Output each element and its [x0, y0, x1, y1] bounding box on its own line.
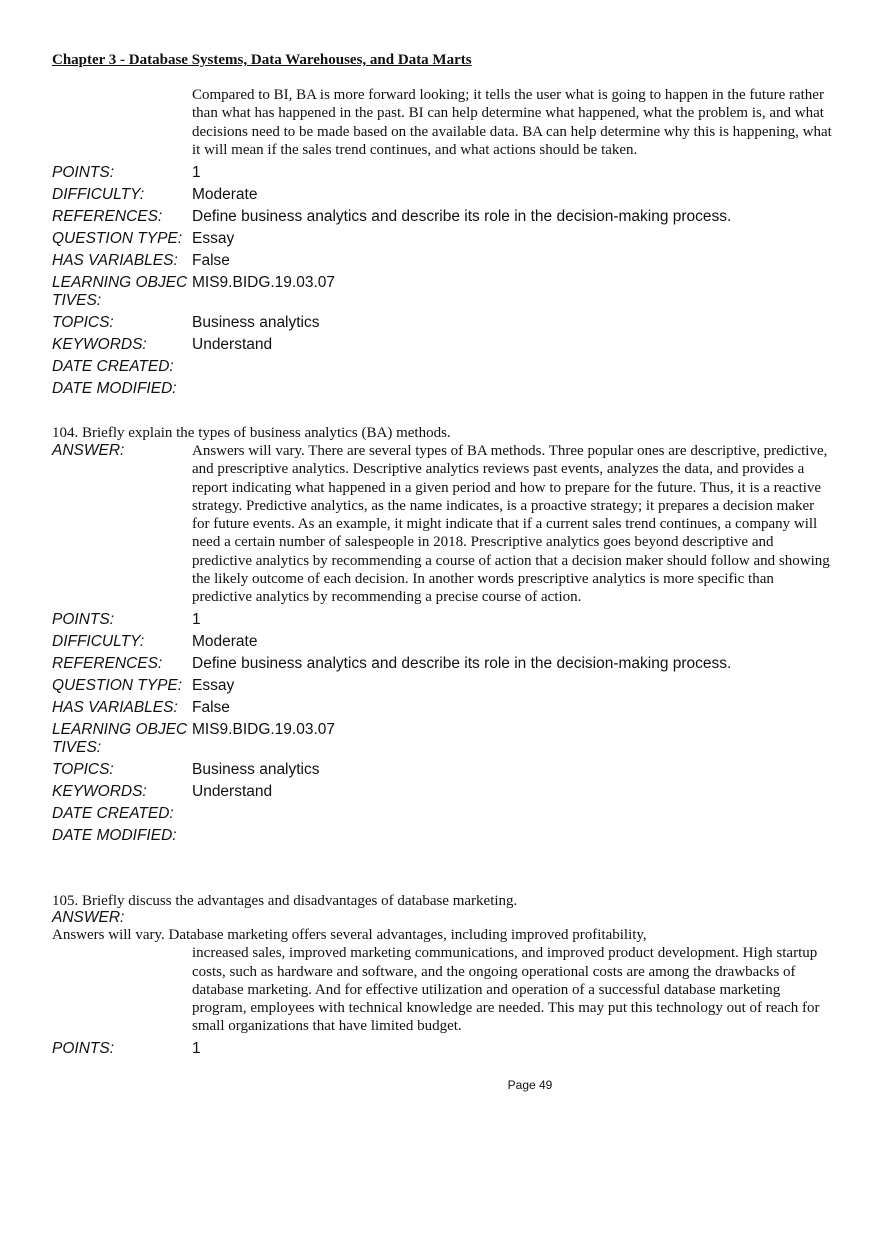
question-text: 105. Briefly discuss the advantages and disadvantages of database marketing. — [52, 893, 518, 909]
meta-label-difficulty: DIFFICULTY: — [52, 186, 145, 204]
label-part-2: TIVES: — [52, 292, 102, 310]
meta-label-learning-objectives — [52, 721, 192, 761]
answer-row — [52, 442, 832, 607]
meta-learning-objectives — [52, 721, 832, 761]
meta-value-keywords: Understand — [192, 336, 273, 354]
meta-question-type — [52, 677, 832, 699]
meta-label-points: POINTS: — [52, 164, 115, 182]
meta-has-variables — [52, 699, 832, 721]
meta-label-topics: TOPICS: — [52, 760, 114, 778]
meta-label-has-variables: HAS VARIABLES: — [52, 252, 178, 270]
answer-continuation: Compared to BI, BA is more forward looking; it tells the user what is going to happen in the future rather than what has happened in the past. BI can help determine what happened, what the problem is, and what decisions need to be made based on the available data. BA can help determine why this is happening, what it will mean if the sales trend continues, and what actions should be taken. — [192, 87, 832, 158]
meta-points — [52, 164, 832, 186]
meta-points — [52, 1040, 832, 1062]
meta-keywords — [52, 783, 832, 805]
meta-references — [52, 655, 832, 677]
answer-label: ANSWER: — [52, 909, 125, 926]
answer-label: ANSWER: — [52, 442, 125, 459]
meta-date-modified — [52, 827, 832, 849]
meta-value-points: 1 — [192, 1039, 201, 1057]
answer-text: increased sales, improved marketing communications, and improved product development. High startup costs, such as hardware and software, and the ongoing operational costs are among the drawbacks of database marketing. And for effective utilization and operation of a successful database marketing program, employees with technical knowledge are needed. This may put this technology out of reach for small organizations that have limited budget. — [192, 945, 820, 1035]
meta-value-keywords: Understand — [192, 782, 273, 800]
meta-topics — [52, 761, 832, 783]
label-part-1: LEARNING OBJEC — [52, 720, 188, 738]
meta-has-variables — [52, 252, 832, 274]
meta-points — [52, 611, 832, 633]
meta-value-difficulty: Moderate — [192, 632, 258, 650]
meta-value-references: Define business analytics and describe its role in the decision-making process. — [192, 208, 732, 226]
meta-value-has-variables: False — [192, 698, 230, 716]
meta-value-topics: Business analytics — [192, 314, 320, 332]
meta-references — [52, 208, 832, 230]
meta-value-points: 1 — [192, 164, 201, 182]
meta-learning-objectives — [52, 274, 832, 314]
meta-label-references: REFERENCES: — [52, 208, 163, 226]
meta-label-topics: TOPICS: — [52, 314, 114, 332]
meta-value-points: 1 — [192, 610, 201, 628]
meta-label-learning-objectives — [52, 274, 192, 314]
meta-label-points: POINTS: — [52, 610, 115, 628]
meta-keywords — [52, 336, 832, 358]
meta-label-question-type: QUESTION TYPE: — [52, 230, 183, 248]
meta-label-date-created: DATE CREATED: — [52, 358, 174, 376]
chapter-title: Chapter 3 - Database Systems, Data Warehouses, and Data Marts — [52, 52, 472, 68]
meta-label-question-type: QUESTION TYPE: — [52, 676, 183, 694]
meta-value-topics: Business analytics — [192, 760, 320, 778]
meta-label-date-modified: DATE MODIFIED: — [52, 380, 177, 398]
meta-label-points: POINTS: — [52, 1039, 115, 1057]
meta-topics — [52, 314, 832, 336]
label-part-2: TIVES: — [52, 738, 102, 756]
meta-label-references: REFERENCES: — [52, 654, 163, 672]
question-block-103 — [52, 86, 832, 402]
label-part-1: LEARNING OBJEC — [52, 274, 188, 292]
meta-value-has-variables: False — [192, 252, 230, 270]
meta-difficulty — [52, 186, 832, 208]
meta-label-date-modified: DATE MODIFIED: — [52, 826, 177, 844]
meta-label-has-variables: HAS VARIABLES: — [52, 698, 178, 716]
answer-first-line: Answers will vary. Database marketing offers several advantages, including improved profitability, — [52, 927, 647, 943]
question-block-105 — [52, 892, 832, 1062]
meta-value-learning-objectives: MIS9.BIDG.19.03.07 — [192, 274, 336, 292]
meta-value-learning-objectives: MIS9.BIDG.19.03.07 — [192, 720, 336, 738]
meta-date-modified — [52, 380, 832, 402]
meta-difficulty — [52, 633, 832, 655]
meta-value-question-type: Essay — [192, 230, 235, 248]
meta-value-question-type: Essay — [192, 676, 235, 694]
page-number: Page 49 — [507, 1078, 553, 1092]
meta-value-difficulty: Moderate — [192, 186, 258, 204]
meta-label-keywords: KEYWORDS: — [52, 782, 147, 800]
answer-text: Answers will vary. There are several types of BA methods. Three popular ones are descriptive, predictive, and prescriptive analytics. Descriptive analytics reviews past events, analyzes the data, and provides a report indicating what happened in a given period and how to prepare for the future. Thus, it is a reactive strategy. Predictive analytics, as the name indicates, is a proactive strategy; it prepares a decision maker for future events. As an example, it might indicate that if a current sales trend continues, a company will need a certain number of salespeople in 2018. Prescriptive analytics goes beyond descriptive and predictive analytics by recommending a course of action that a decision maker should follow and showing the likely outcome of each decision. In another words prescriptive analytics is more specific than predictive analytics by recommending a precise course of action. — [192, 443, 830, 606]
meta-label-date-created: DATE CREATED: — [52, 804, 174, 822]
meta-label-keywords: KEYWORDS: — [52, 336, 147, 354]
meta-date-created — [52, 358, 832, 380]
meta-question-type — [52, 230, 832, 252]
question-block-104 — [52, 424, 832, 849]
meta-label-difficulty: DIFFICULTY: — [52, 632, 145, 650]
question-text: 104. Briefly explain the types of business analytics (BA) methods. — [52, 425, 451, 441]
meta-date-created — [52, 805, 832, 827]
meta-value-references: Define business analytics and describe its role in the decision-making process. — [192, 654, 732, 672]
